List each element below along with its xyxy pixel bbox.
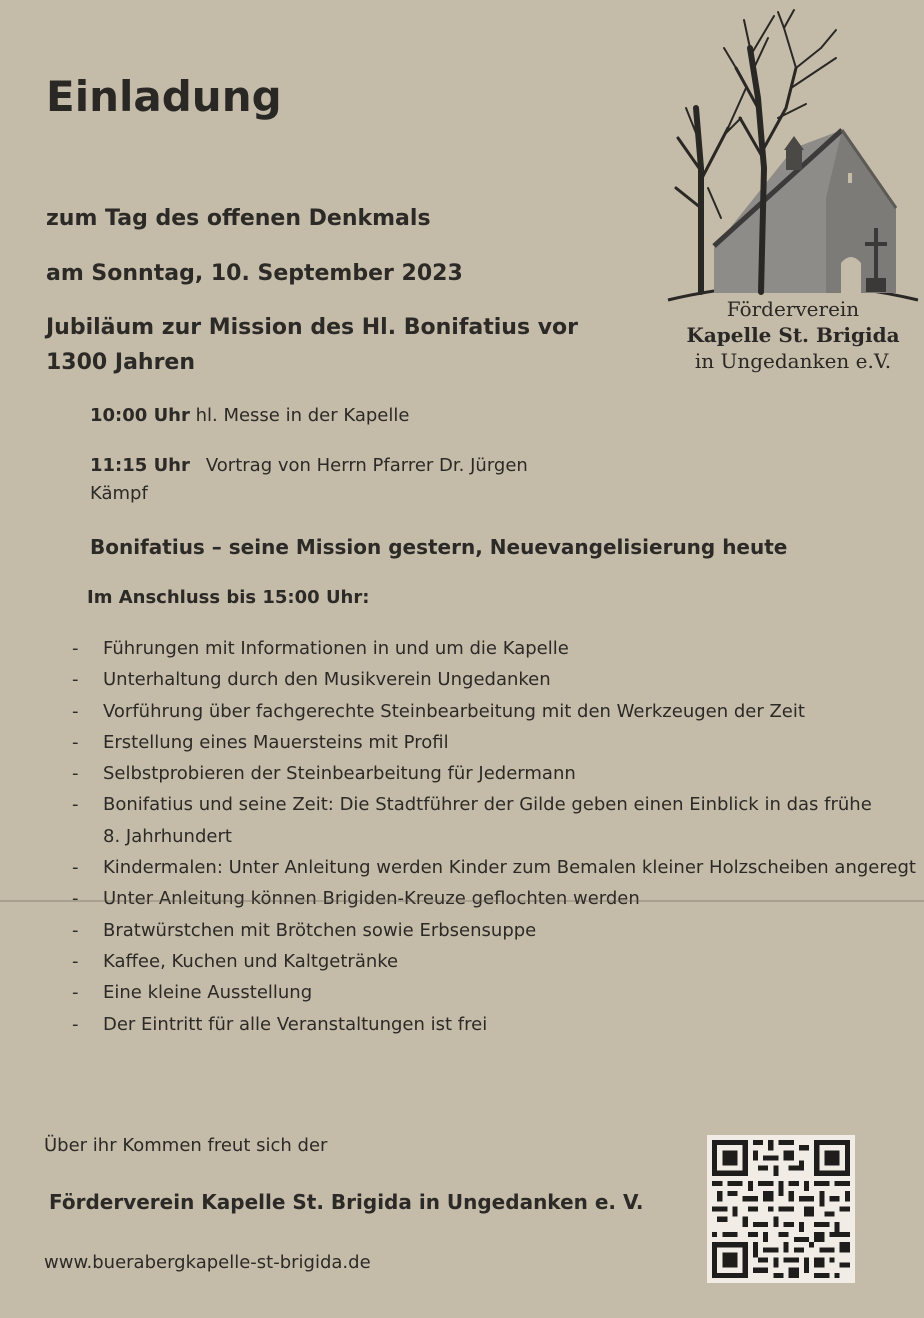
intro-line-jubilee-cont: 1300 Jahren [46,350,196,375]
qr-code[interactable] [707,1135,855,1283]
schedule-item [90,455,528,476]
list-item: - Führungen mit Informationen in und um die Kapelle [72,633,916,664]
list-item: - Selbstprobieren der Steinbearbeitung für Jedermann [72,758,916,789]
list-item: - Kaffee, Kuchen und Kaltgetränke [72,946,916,977]
lecture-title: Bonifatius – seine Mission gestern, Neuevangelisierung heute [90,535,788,559]
intro-line-jubilee: Jubiläum zur Mission des Hl. Bonifatius vor [46,315,579,340]
schedule-text: Vortrag von Herrn Pfarrer Dr. Jürgen [205,455,528,476]
schedule-text: hl. Messe in der Kapelle [189,405,410,426]
list-item: - Erstellung eines Mauersteins mit Profil [72,727,916,758]
list-item: - Eine kleine Ausstellung [72,977,916,1008]
page-title: Einladung [46,72,282,121]
intro-line-event: zum Tag des offenen Denkmals [46,206,431,231]
schedule-time: 10:00 Uhr [90,405,190,426]
logo-line-2: Kapelle St. Brigida [686,323,900,347]
organization-logo-text [666,296,920,374]
list-item: - Kindermalen: Unter Anleitung werden Kinder zum Bemalen kleiner Holzscheiben angeregt [72,852,916,883]
list-item: - Vorführung über fachgerechte Steinbearbeitung mit den Werkzeugen der Zeit [72,696,916,727]
list-item: - Bratwürstchen mit Brötchen sowie Erbsensuppe [72,915,916,946]
afterwards-heading: Im Anschluss bis 15:00 Uhr: [87,587,370,608]
list-item-cont: 8. Jahrhundert [103,825,232,847]
list-item: - Unter Anleitung können Brigiden-Kreuze geflochten werden [72,883,916,914]
paper-fold-line [0,900,924,902]
chapel-trees-logo [666,8,920,308]
list-item: - Bonifatius und seine Zeit: Die Stadtführer der Gilde geben einen Einblick in das frühe [72,789,916,820]
list-item: - Unterhaltung durch den Musikverein Ungedanken [72,664,916,695]
schedule-time: 11:15 Uhr [90,455,190,476]
website-link[interactable]: www.buerabergkapelle-st-brigida.de [44,1252,371,1273]
closing-text: Über ihr Kommen freut sich der [44,1135,328,1156]
logo-line-1: Förderverein [726,297,860,321]
schedule-text-cont: Kämpf [90,483,148,504]
list-item: - Der Eintritt für alle Veranstaltungen ist frei [72,1009,916,1040]
intro-line-date: am Sonntag, 10. September 2023 [46,261,463,286]
activity-list [72,633,916,1040]
organizer-name: Förderverein Kapelle St. Brigida in Ungedanken e. V. [49,1190,644,1214]
schedule-item [90,405,409,426]
logo-line-3: in Ungedanken e.V. [694,349,892,373]
